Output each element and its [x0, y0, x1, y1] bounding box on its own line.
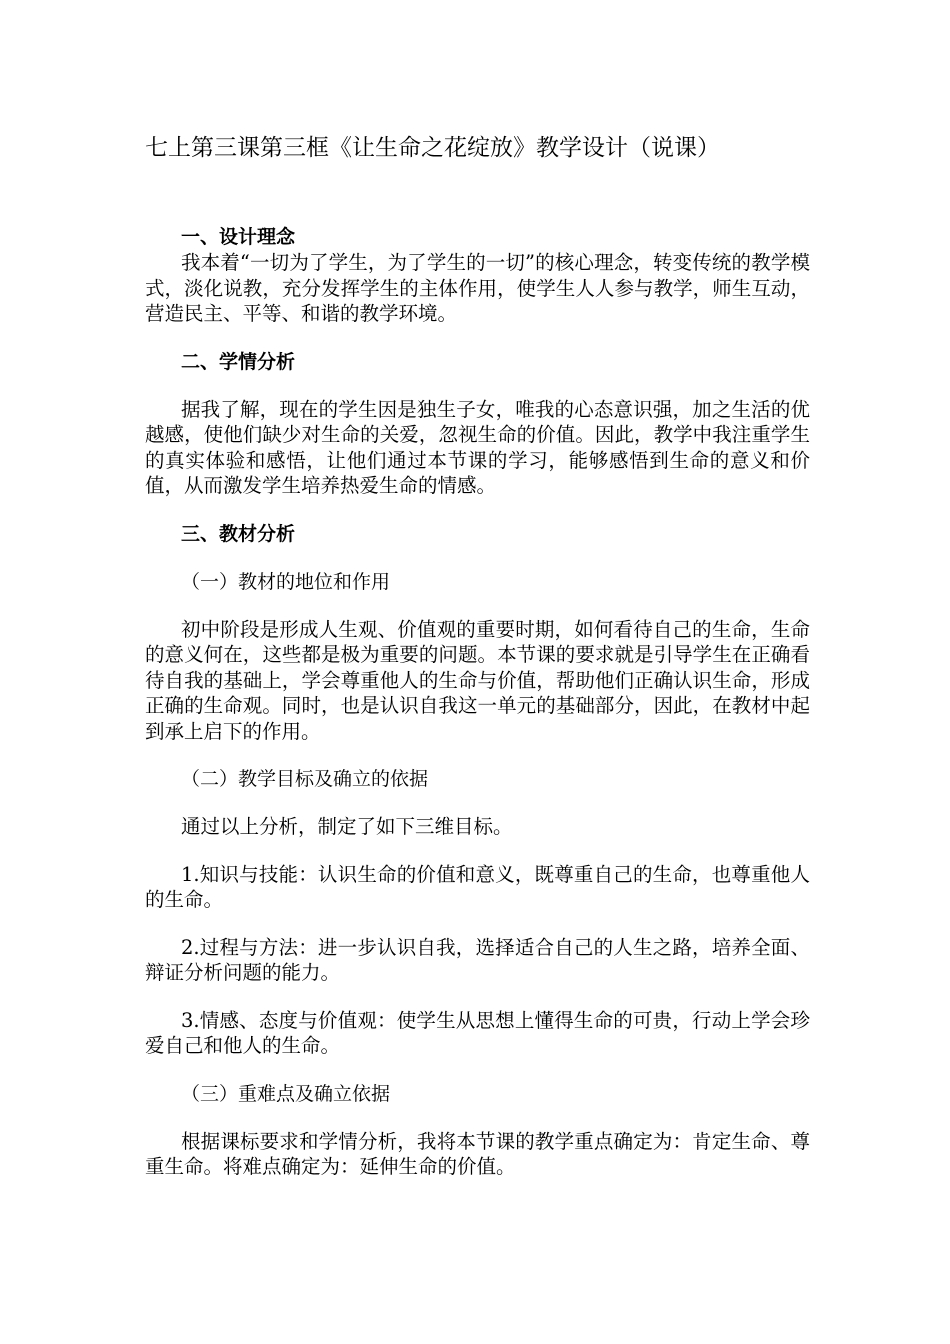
- paragraph-key-points: 根据课标要求和学情分析，我将本节课的教学重点确定为：肯定生命、尊重生命。将难点确定为：延伸生命的价值。: [145, 1129, 810, 1178]
- sub-heading-key-points: （三）重难点及确立依据: [181, 1082, 391, 1105]
- section-heading-textbook-analysis: 三、教材分析: [181, 522, 296, 545]
- section-heading-student-analysis: 二、学情分析: [181, 350, 296, 373]
- document-body: [145, 130, 810, 1180]
- sub-heading-textbook-role: （一）教材的地位和作用: [181, 570, 391, 593]
- goal-knowledge-skills: 1.知识与技能：认识生命的价值和意义，既尊重自己的生命，也尊重他人的生命。: [145, 862, 810, 911]
- paragraph-design-concept: 我本着“一切为了学生，为了学生的一切”的核心理念，转变传统的教学模式，淡化说教，充分发挥学生的主体作用，使学生人人参与教学，师生互动，营造民主、平等、和谐的教学环境。: [145, 251, 810, 325]
- goal-process-methods: 2.过程与方法：进一步认识自我，选择适合自己的人生之路，培养全面、辩证分析问题的能力。: [145, 935, 810, 984]
- paragraph-goals-intro: 通过以上分析，制定了如下三维目标。: [181, 815, 513, 838]
- section-heading-design-concept: 一、设计理念: [181, 226, 296, 248]
- document-title: 七上第三课第三框《让生命之花绽放》教学设计（说课）: [145, 135, 720, 161]
- paragraph-student-analysis: 据我了解，现在的学生因是独生子女，唯我的心态意识强，加之生活的优越感，使他们缺少对生命的关爱，忽视生命的价值。因此，教学中我注重学生的真实体验和感悟，让他们通过本节课的学习，能够感悟到生命的意义和价值，从而激发学生培养热爱生命的情感。: [145, 397, 810, 497]
- sub-heading-teaching-goals: （二）教学目标及确立的依据: [181, 768, 429, 790]
- paragraph-textbook-role: 初中阶段是形成人生观、价值观的重要时期，如何看待自己的生命，生命的意义何在，这些都是极为重要的问题。本节课的要求就是引导学生在正确看待自我的基础上，学会尊重他人的生命与价值，帮助他们正确认识生命，形成正确的生命观。同时，也是认识自我这一单元的基础部分，因此，在教材中起到承上启下的作用。: [145, 617, 810, 743]
- goal-emotion-values: 3.情感、态度与价值观：使学生从思想上懂得生命的可贵，行动上学会珍爱自己和他人的生命。: [145, 1008, 810, 1057]
